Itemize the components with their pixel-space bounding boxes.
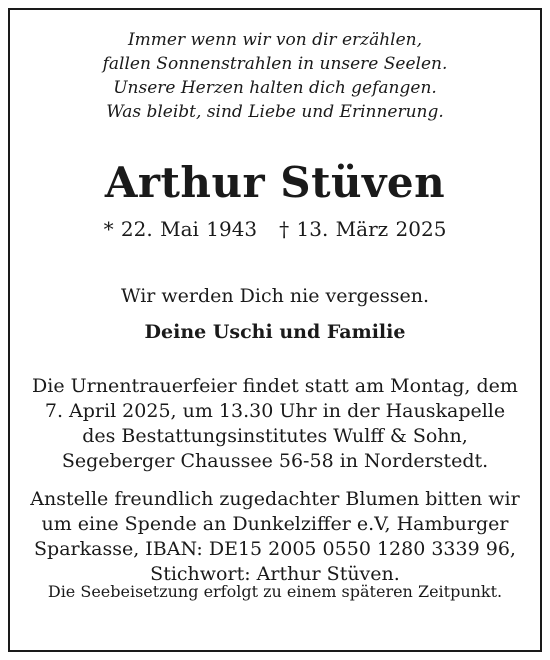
poem-line: Immer wenn wir von dir erzählen, xyxy=(127,30,423,50)
poem xyxy=(10,28,540,124)
remembrance-line: Wir werden Dich nie vergessen. xyxy=(121,285,429,307)
poem-line: fallen Sonnenstrahlen in unsere Seelen. xyxy=(102,54,448,74)
service-line: 7. April 2025, um 13.30 Uhr in der Hauskapelle xyxy=(44,400,506,422)
birth-date: * 22. Mai 1943 xyxy=(103,217,258,241)
family-signature: Deine Uschi und Familie xyxy=(144,321,406,343)
service-line: Segeberger Chaussee 56-58 in Norderstedt. xyxy=(61,450,489,472)
deceased-name: Arthur Stüven xyxy=(104,158,446,207)
donation-line: Anstelle freundlich zugedachter Blumen bitten wir xyxy=(30,488,520,510)
service-line: Die Urnentrauerfeier findet statt am Montag, dem xyxy=(32,375,518,397)
poem-line: Unsere Herzen halten dich gefangen. xyxy=(113,78,437,98)
donation-info xyxy=(10,487,540,587)
funeral-service-info xyxy=(10,374,540,474)
donation-line: Sparkasse, IBAN: DE15 2005 0550 1280 3339 96, xyxy=(34,538,516,560)
death-date: † 13. März 2025 xyxy=(279,217,447,241)
sea-burial-note: Die Seebeisetzung erfolgt zu einem späteren Zeitpunkt. xyxy=(47,582,503,601)
donation-line: Stichwort: Arthur Stüven. xyxy=(150,563,400,585)
life-dates xyxy=(10,215,540,243)
service-line: des Bestattungsinstitutes Wulff & Sohn, xyxy=(82,425,468,447)
donation-line: um eine Spende an Dunkelziffer e.V, Hamburger xyxy=(41,513,509,535)
poem-line: Was bleibt, sind Liebe und Erinnerung. xyxy=(106,102,444,122)
